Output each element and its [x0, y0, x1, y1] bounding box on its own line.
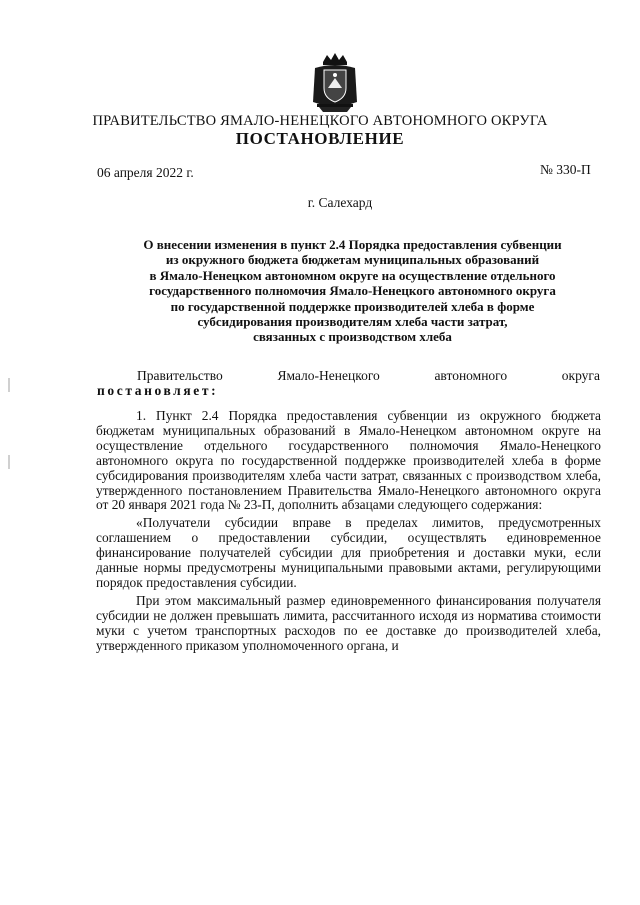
- title-line: государственного полномочия Ямало-Ненецкого автономного округа: [149, 283, 556, 299]
- government-name: ПРАВИТЕЛЬСТВО ЯМАЛО-НЕНЕЦКОГО АВТОНОМНОГО ОКРУГА: [92, 113, 548, 129]
- title-line: в Ямало-Ненецком автономном округе на осуществление отдельного: [149, 267, 556, 283]
- preamble-word: автономного: [434, 368, 508, 383]
- preamble-word: Правительство: [137, 368, 223, 383]
- title-line: субсидирования производителям хлеба части затрат,: [197, 314, 508, 330]
- decree-number: № 330-П: [540, 162, 591, 177]
- preamble-word: Ямало-Ненецкого: [277, 368, 380, 383]
- title-line: О внесении изменения в пункт 2.4 Порядка предоставления субвенции: [143, 237, 562, 252]
- preamble-line: [97, 368, 600, 383]
- preamble-word: округа: [561, 368, 600, 383]
- scan-margin-mark: [8, 378, 10, 392]
- body-paragraph: 1. Пункт 2.4 Порядка предоставления субвенции из окружного бюджета бюджетам муниципальных образований в Ямало-Ненецком автономном округе на осуществление отдельного государственного полномочия Ямало-Ненецкого автономного округа по государственной поддержке производителей хлеба в форме субсидирования производителям хлеба части затрат, связанных с производством хлеба, утвержденного постановлением Правительства Ямало-Ненецкого автономного округа от 20 января 2021 года № 23-П, дополнить абзацами следующего содержания:: [96, 408, 601, 513]
- title-line: из окружного бюджета бюджетам муниципальных образований: [165, 252, 540, 268]
- preamble: [97, 368, 600, 398]
- body-paragraph: «Получатели субсидии вправе в пределах лимитов, предусмотренных соглашением о предоставлении субсидии, осуществлять единовременное финансирование получателей субсидии для приобретения и доставки муки, если данные нормы предусмотрены муниципальными правовыми актами, регулирующими порядок предоставления субсидии.: [96, 515, 601, 590]
- title-line: по государственной поддержке производителей хлеба в форме: [170, 298, 535, 314]
- decree-title: [95, 237, 610, 345]
- decree-body: [96, 409, 601, 654]
- coat-of-arms-emblem: [309, 52, 361, 114]
- title-line: связанных с производством хлеба: [253, 329, 452, 345]
- decree-date: 06 апреля 2022 г.: [97, 165, 194, 180]
- body-paragraph: При этом максимальный размер единовременного финансирования получателя субсидии не должен превышать лимита, рассчитанного исходя из норматива стоимости муки с учетом транспортных расходов по ее доставке до производителей хлеба, утвержденного приказом уполномоченного органа, и: [96, 592, 601, 653]
- scan-margin-mark: [8, 455, 10, 469]
- decides-word: постановляет:: [97, 383, 219, 398]
- document-type: ПОСТАНОВЛЕНИЕ: [235, 129, 405, 148]
- decree-city: г. Салехард: [307, 195, 373, 210]
